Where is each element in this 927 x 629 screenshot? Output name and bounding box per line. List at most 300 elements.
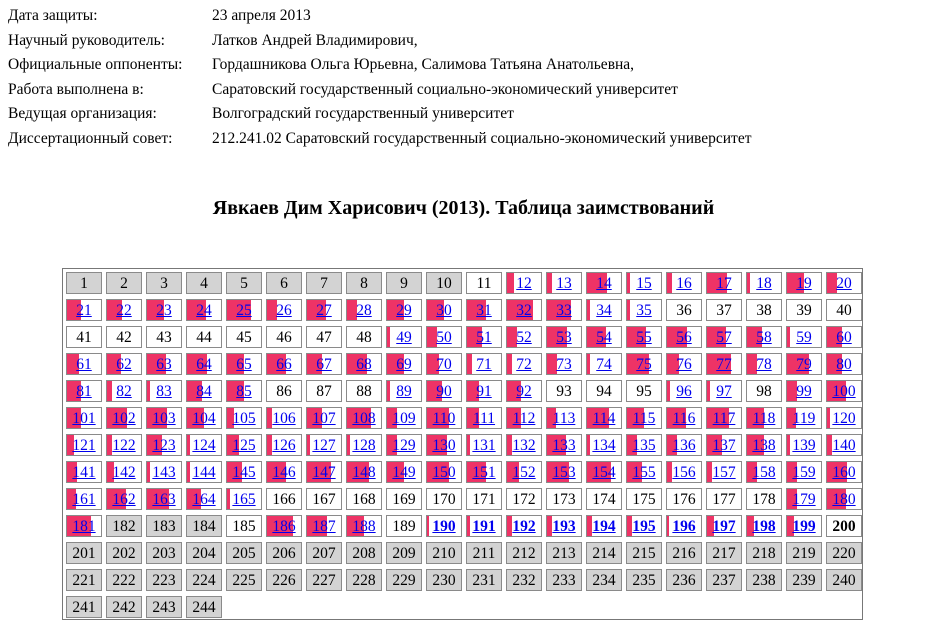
page-cell[interactable] [706, 353, 742, 375]
page-link[interactable]: 32 [516, 302, 532, 319]
page-link[interactable]: 131 [472, 437, 496, 454]
page-link[interactable]: 27 [316, 302, 332, 319]
page-link[interactable]: 15 [636, 275, 652, 292]
page-cell[interactable] [586, 515, 622, 537]
page-cell[interactable] [746, 407, 782, 429]
page-cell[interactable] [106, 434, 142, 456]
page-link[interactable]: 76 [676, 356, 692, 373]
page-link[interactable]: 66 [276, 356, 292, 373]
page-link[interactable]: 179 [792, 491, 816, 508]
page-cell[interactable] [386, 299, 422, 321]
page-cell[interactable] [226, 434, 262, 456]
page-link[interactable]: 60 [836, 329, 852, 346]
page-link[interactable]: 128 [352, 437, 376, 454]
page-cell[interactable] [66, 407, 102, 429]
page-cell[interactable] [706, 407, 742, 429]
page-link[interactable]: 133 [552, 437, 576, 454]
page-cell[interactable] [706, 434, 742, 456]
page-cell[interactable] [506, 461, 542, 483]
page-link[interactable]: 99 [796, 383, 812, 400]
page-cell[interactable] [66, 434, 102, 456]
page-cell[interactable] [586, 407, 622, 429]
page-link[interactable]: 62 [116, 356, 132, 373]
page-link[interactable]: 199 [792, 518, 816, 535]
page-link[interactable]: 28 [356, 302, 372, 319]
page-cell[interactable] [706, 272, 742, 294]
page-cell[interactable] [466, 380, 502, 402]
page-link[interactable]: 85 [236, 383, 252, 400]
page-link[interactable]: 190 [432, 518, 456, 535]
page-link[interactable]: 163 [152, 491, 176, 508]
page-link[interactable]: 140 [832, 437, 856, 454]
page-cell[interactable] [826, 434, 862, 456]
page-link[interactable]: 104 [192, 410, 216, 427]
page-link[interactable]: 192 [512, 518, 536, 535]
page-cell[interactable] [826, 488, 862, 510]
page-cell[interactable] [386, 326, 422, 348]
page-link[interactable]: 145 [232, 464, 256, 481]
page-link[interactable]: 35 [636, 302, 652, 319]
page-cell[interactable] [586, 272, 622, 294]
page-cell[interactable] [586, 461, 622, 483]
page-cell[interactable] [346, 353, 382, 375]
page-cell[interactable] [626, 353, 662, 375]
page-cell[interactable] [546, 461, 582, 483]
page-cell[interactable] [666, 515, 702, 537]
page-link[interactable]: 100 [832, 383, 856, 400]
page-cell[interactable] [746, 272, 782, 294]
page-link[interactable]: 139 [792, 437, 816, 454]
page-cell[interactable] [426, 515, 462, 537]
page-cell[interactable] [666, 353, 702, 375]
page-cell[interactable] [466, 353, 502, 375]
page-link[interactable]: 61 [76, 356, 92, 373]
page-cell[interactable] [786, 353, 822, 375]
page-cell[interactable] [226, 380, 262, 402]
page-cell[interactable] [306, 299, 342, 321]
page-cell[interactable] [186, 434, 222, 456]
page-cell[interactable] [66, 353, 102, 375]
page-link[interactable]: 63 [156, 356, 172, 373]
page-link[interactable]: 144 [192, 464, 216, 481]
page-cell[interactable] [226, 407, 262, 429]
page-link[interactable]: 56 [676, 329, 692, 346]
page-cell[interactable] [106, 353, 142, 375]
page-link[interactable]: 146 [272, 464, 296, 481]
page-link[interactable]: 193 [552, 518, 576, 535]
page-link[interactable]: 57 [716, 329, 732, 346]
page-cell[interactable] [706, 326, 742, 348]
page-cell[interactable] [746, 326, 782, 348]
page-link[interactable]: 159 [792, 464, 816, 481]
page-link[interactable]: 19 [796, 275, 812, 292]
page-link[interactable]: 82 [116, 383, 132, 400]
page-link[interactable]: 20 [836, 275, 852, 292]
page-link[interactable]: 112 [512, 410, 536, 427]
page-cell[interactable] [506, 326, 542, 348]
page-cell[interactable] [586, 299, 622, 321]
page-cell[interactable] [706, 515, 742, 537]
page-cell[interactable] [226, 461, 262, 483]
page-link[interactable]: 52 [516, 329, 532, 346]
page-link[interactable]: 106 [272, 410, 296, 427]
page-link[interactable]: 119 [792, 410, 816, 427]
page-cell[interactable] [146, 380, 182, 402]
page-link[interactable]: 55 [636, 329, 652, 346]
page-link[interactable]: 34 [596, 302, 612, 319]
page-cell[interactable] [386, 434, 422, 456]
page-link[interactable]: 195 [632, 518, 656, 535]
page-cell[interactable] [106, 299, 142, 321]
page-link[interactable]: 33 [556, 302, 572, 319]
page-link[interactable]: 14 [596, 275, 612, 292]
page-cell[interactable] [466, 326, 502, 348]
page-cell[interactable] [426, 380, 462, 402]
page-cell[interactable] [746, 515, 782, 537]
page-cell[interactable] [146, 299, 182, 321]
page-link[interactable]: 191 [472, 518, 496, 535]
page-cell[interactable] [506, 407, 542, 429]
page-cell[interactable] [626, 272, 662, 294]
page-cell[interactable] [426, 353, 462, 375]
page-cell[interactable] [546, 326, 582, 348]
page-link[interactable]: 49 [396, 329, 412, 346]
page-cell[interactable] [426, 434, 462, 456]
page-cell[interactable] [506, 353, 542, 375]
page-link[interactable]: 79 [796, 356, 812, 373]
page-cell[interactable] [546, 353, 582, 375]
page-cell[interactable] [506, 434, 542, 456]
page-cell[interactable] [826, 461, 862, 483]
page-link[interactable]: 111 [472, 410, 496, 427]
page-cell[interactable] [186, 488, 222, 510]
page-cell[interactable] [746, 353, 782, 375]
page-cell[interactable] [706, 461, 742, 483]
page-cell[interactable] [346, 299, 382, 321]
page-link[interactable]: 122 [112, 437, 136, 454]
page-cell[interactable] [466, 434, 502, 456]
page-link[interactable]: 113 [552, 410, 576, 427]
page-cell[interactable] [226, 353, 262, 375]
page-link[interactable]: 153 [552, 464, 576, 481]
page-cell[interactable] [786, 461, 822, 483]
page-link[interactable]: 18 [756, 275, 772, 292]
page-cell[interactable] [826, 380, 862, 402]
page-link[interactable]: 135 [632, 437, 656, 454]
page-link[interactable]: 187 [312, 518, 336, 535]
page-link[interactable]: 75 [636, 356, 652, 373]
page-cell[interactable] [746, 461, 782, 483]
page-link[interactable]: 83 [156, 383, 172, 400]
page-link[interactable]: 58 [756, 329, 772, 346]
page-link[interactable]: 118 [752, 410, 776, 427]
page-link[interactable]: 130 [432, 437, 456, 454]
page-cell[interactable] [546, 515, 582, 537]
page-cell[interactable] [426, 299, 462, 321]
page-cell[interactable] [786, 326, 822, 348]
page-cell[interactable] [626, 407, 662, 429]
page-link[interactable]: 151 [472, 464, 496, 481]
page-link[interactable]: 53 [556, 329, 572, 346]
page-link[interactable]: 74 [596, 356, 612, 373]
page-link[interactable]: 17 [716, 275, 732, 292]
page-cell[interactable] [666, 272, 702, 294]
page-link[interactable]: 97 [716, 383, 732, 400]
page-cell[interactable] [226, 488, 262, 510]
page-link[interactable]: 65 [236, 356, 252, 373]
page-link[interactable]: 110 [432, 410, 456, 427]
page-link[interactable]: 64 [196, 356, 212, 373]
page-cell[interactable] [306, 407, 342, 429]
page-link[interactable]: 54 [596, 329, 612, 346]
page-cell[interactable] [466, 515, 502, 537]
page-cell[interactable] [346, 434, 382, 456]
page-cell[interactable] [146, 488, 182, 510]
page-link[interactable]: 23 [156, 302, 172, 319]
page-link[interactable]: 26 [276, 302, 292, 319]
page-cell[interactable] [426, 326, 462, 348]
page-cell[interactable] [426, 407, 462, 429]
page-cell[interactable] [386, 407, 422, 429]
page-link[interactable]: 152 [512, 464, 536, 481]
page-cell[interactable] [786, 488, 822, 510]
page-link[interactable]: 154 [592, 464, 616, 481]
page-cell[interactable] [146, 434, 182, 456]
page-link[interactable]: 134 [592, 437, 616, 454]
page-cell[interactable] [426, 461, 462, 483]
page-link[interactable]: 186 [272, 518, 296, 535]
page-link[interactable]: 181 [72, 518, 96, 535]
page-cell[interactable] [186, 299, 222, 321]
page-link[interactable]: 121 [72, 437, 96, 454]
page-link[interactable]: 116 [672, 410, 696, 427]
page-cell[interactable] [106, 488, 142, 510]
page-cell[interactable] [346, 461, 382, 483]
page-cell[interactable] [266, 515, 302, 537]
page-link[interactable]: 50 [436, 329, 452, 346]
page-cell[interactable] [306, 434, 342, 456]
page-link[interactable]: 124 [192, 437, 216, 454]
page-cell[interactable] [106, 461, 142, 483]
page-link[interactable]: 84 [196, 383, 212, 400]
page-link[interactable]: 30 [436, 302, 452, 319]
page-link[interactable]: 91 [476, 383, 492, 400]
page-link[interactable]: 149 [392, 464, 416, 481]
page-cell[interactable] [786, 272, 822, 294]
page-link[interactable]: 142 [112, 464, 136, 481]
page-cell[interactable] [546, 434, 582, 456]
page-cell[interactable] [386, 353, 422, 375]
page-link[interactable]: 107 [312, 410, 336, 427]
page-cell[interactable] [506, 515, 542, 537]
page-cell[interactable] [786, 380, 822, 402]
page-link[interactable]: 150 [432, 464, 456, 481]
page-cell[interactable] [146, 353, 182, 375]
page-link[interactable]: 90 [436, 383, 452, 400]
page-cell[interactable] [826, 407, 862, 429]
page-link[interactable]: 101 [72, 410, 96, 427]
page-link[interactable]: 102 [112, 410, 136, 427]
page-link[interactable]: 137 [712, 437, 736, 454]
page-cell[interactable] [186, 353, 222, 375]
page-cell[interactable] [186, 407, 222, 429]
page-link[interactable]: 89 [396, 383, 412, 400]
page-link[interactable]: 51 [476, 329, 492, 346]
page-cell[interactable] [546, 407, 582, 429]
page-link[interactable]: 165 [232, 491, 256, 508]
page-cell[interactable] [626, 299, 662, 321]
page-cell[interactable] [506, 299, 542, 321]
page-link[interactable]: 109 [392, 410, 416, 427]
page-cell[interactable] [66, 488, 102, 510]
page-link[interactable]: 148 [352, 464, 376, 481]
page-link[interactable]: 136 [672, 437, 696, 454]
page-cell[interactable] [66, 515, 102, 537]
page-link[interactable]: 81 [76, 383, 92, 400]
page-cell[interactable] [506, 380, 542, 402]
page-link[interactable]: 123 [152, 437, 176, 454]
page-cell[interactable] [306, 515, 342, 537]
page-link[interactable]: 120 [832, 410, 856, 427]
page-link[interactable]: 16 [676, 275, 692, 292]
page-link[interactable]: 115 [632, 410, 656, 427]
page-cell[interactable] [346, 407, 382, 429]
page-cell[interactable] [626, 461, 662, 483]
page-cell[interactable] [66, 299, 102, 321]
page-link[interactable]: 127 [312, 437, 336, 454]
page-link[interactable]: 143 [152, 464, 176, 481]
page-link[interactable]: 29 [396, 302, 412, 319]
page-cell[interactable] [666, 461, 702, 483]
page-cell[interactable] [186, 461, 222, 483]
page-link[interactable]: 72 [516, 356, 532, 373]
page-link[interactable]: 68 [356, 356, 372, 373]
page-link[interactable]: 132 [512, 437, 536, 454]
page-link[interactable]: 21 [76, 302, 92, 319]
page-link[interactable]: 125 [232, 437, 256, 454]
page-cell[interactable] [826, 353, 862, 375]
page-cell[interactable] [266, 299, 302, 321]
page-cell[interactable] [146, 407, 182, 429]
page-cell[interactable] [186, 380, 222, 402]
page-link[interactable]: 126 [272, 437, 296, 454]
page-link[interactable]: 129 [392, 437, 416, 454]
page-cell[interactable] [266, 353, 302, 375]
page-link[interactable]: 194 [592, 518, 616, 535]
page-cell[interactable] [826, 326, 862, 348]
page-link[interactable]: 158 [752, 464, 776, 481]
page-cell[interactable] [506, 272, 542, 294]
page-link[interactable]: 96 [676, 383, 692, 400]
page-link[interactable]: 80 [836, 356, 852, 373]
page-link[interactable]: 73 [556, 356, 572, 373]
page-link[interactable]: 25 [236, 302, 252, 319]
page-cell[interactable] [666, 434, 702, 456]
page-cell[interactable] [626, 515, 662, 537]
page-link[interactable]: 117 [712, 410, 736, 427]
page-link[interactable]: 162 [112, 491, 136, 508]
page-cell[interactable] [106, 380, 142, 402]
page-link[interactable]: 160 [832, 464, 856, 481]
page-cell[interactable] [586, 434, 622, 456]
page-link[interactable]: 188 [352, 518, 376, 535]
page-cell[interactable] [266, 407, 302, 429]
page-link[interactable]: 156 [672, 464, 696, 481]
page-link[interactable]: 157 [712, 464, 736, 481]
page-cell[interactable] [386, 461, 422, 483]
page-link[interactable]: 164 [192, 491, 216, 508]
page-cell[interactable] [786, 407, 822, 429]
page-cell[interactable] [746, 434, 782, 456]
page-link[interactable]: 198 [752, 518, 776, 535]
page-cell[interactable] [306, 461, 342, 483]
page-link[interactable]: 71 [476, 356, 492, 373]
page-cell[interactable] [786, 434, 822, 456]
page-link[interactable]: 24 [196, 302, 212, 319]
page-link[interactable]: 141 [72, 464, 96, 481]
page-cell[interactable] [666, 326, 702, 348]
page-cell[interactable] [626, 434, 662, 456]
page-link[interactable]: 70 [436, 356, 452, 373]
page-cell[interactable] [466, 461, 502, 483]
page-cell[interactable] [466, 407, 502, 429]
page-link[interactable]: 155 [632, 464, 656, 481]
page-cell[interactable] [66, 380, 102, 402]
page-link[interactable]: 12 [516, 275, 532, 292]
page-cell[interactable] [826, 272, 862, 294]
page-link[interactable]: 31 [476, 302, 492, 319]
page-link[interactable]: 197 [712, 518, 736, 535]
page-cell[interactable] [706, 380, 742, 402]
page-cell[interactable] [666, 380, 702, 402]
page-link[interactable]: 161 [72, 491, 96, 508]
page-cell[interactable] [546, 272, 582, 294]
page-link[interactable]: 105 [232, 410, 256, 427]
page-cell[interactable] [666, 407, 702, 429]
page-link[interactable]: 108 [352, 410, 376, 427]
page-cell[interactable] [266, 434, 302, 456]
page-cell[interactable] [226, 299, 262, 321]
page-cell[interactable] [466, 299, 502, 321]
page-link[interactable]: 77 [716, 356, 732, 373]
page-cell[interactable] [786, 515, 822, 537]
page-link[interactable]: 103 [152, 410, 176, 427]
page-link[interactable]: 69 [396, 356, 412, 373]
page-cell[interactable] [306, 353, 342, 375]
page-cell[interactable] [586, 353, 622, 375]
page-link[interactable]: 180 [832, 491, 856, 508]
page-link[interactable]: 59 [796, 329, 812, 346]
page-link[interactable]: 114 [592, 410, 616, 427]
page-cell[interactable] [266, 461, 302, 483]
page-link[interactable]: 196 [672, 518, 696, 535]
page-link[interactable]: 13 [556, 275, 572, 292]
page-cell[interactable] [146, 461, 182, 483]
page-link[interactable]: 92 [516, 383, 532, 400]
page-cell[interactable] [346, 515, 382, 537]
page-cell[interactable] [386, 380, 422, 402]
page-cell[interactable] [586, 326, 622, 348]
page-link[interactable]: 138 [752, 437, 776, 454]
page-link[interactable]: 147 [312, 464, 336, 481]
page-cell[interactable] [626, 326, 662, 348]
page-link[interactable]: 78 [756, 356, 772, 373]
page-cell[interactable] [66, 461, 102, 483]
page-link[interactable]: 22 [116, 302, 132, 319]
page-cell[interactable] [546, 299, 582, 321]
page-cell[interactable] [106, 407, 142, 429]
page-link[interactable]: 67 [316, 356, 332, 373]
